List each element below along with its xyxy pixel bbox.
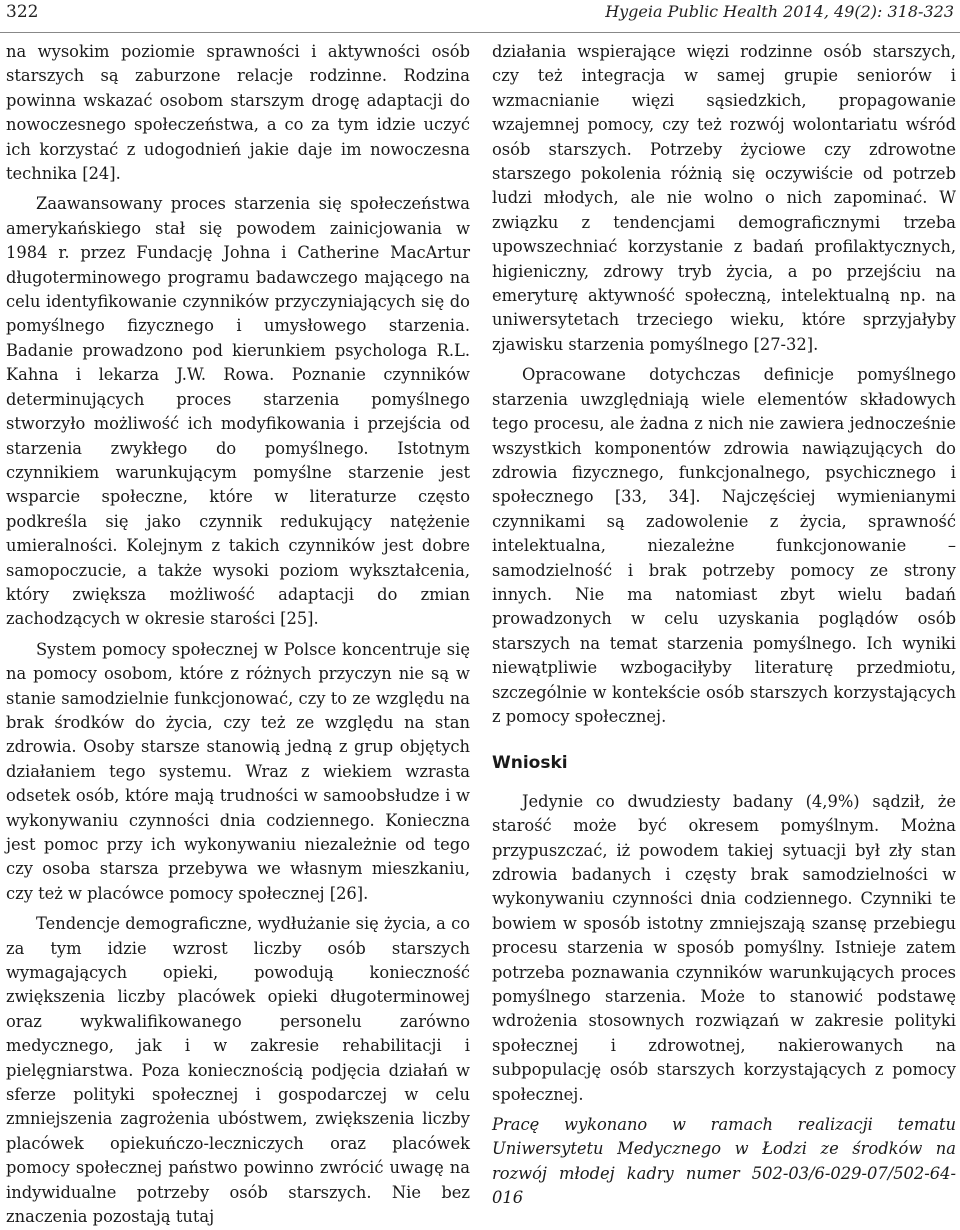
right-column <box>492 40 956 1211</box>
left-column <box>6 40 470 1230</box>
journal-reference: Hygeia Public Health 2014, 49(2): 318-323 <box>605 2 954 21</box>
paragraph: na wysokim poziomie sprawności i aktywności osób starszych są zaburzone relacje rodzinne. Rodzina powinna wskazać osobom starszym drogę adaptacji do nowoczesnego społeczeństwa, a co za tym idzie uczyć ich korzystać z udogodnień jakie daje im nowoczesna technika [24]. <box>6 42 470 184</box>
paragraph: działania wspierające więzi rodzinne osób starszych, czy też integracja w samej grupie seniorów i wzmacnianie więzi sąsiedzkich, propagowanie wzajemnej pomocy, czy też rozwój wolontariatu wśród osób starszych. Potrzeby życiowe czy zdrowotne starszego pokolenia różnią się oczywiście od potrzeb ludzi młodych, ale nie wolno o nich zapominać. W związku z tendencjami demograficznymi trzeba upowszechniać korzystanie z badań profilaktycznych, higieniczny, zdrowy tryb życia, a po przejściu na emeryturę aktywność społeczną, intelektualną np. na uniwersytetach trzeciego wieku, które sprzyjałyby zjawisku starzenia pomyślnego [27-32]. <box>492 42 956 354</box>
paragraph: Tendencje demograficzne, wydłużanie się życia, a co za tym idzie wzrost liczby osób starszych wymagających opieki, powodują konieczność zwiększenia liczby placówek opieki długoterminowej oraz wykwalifikowanego personelu zarówno medycznego, jak i w zakresie rehabilitacji i pielęgniarstwa. Poza koniecznością podjęcia działań w sferze polityki społecznej i gospodarczej w celu zmniejszenia zagrożenia ubóstwem, zwiększenia liczby placówek opiekuńczo-leczniczych oraz placówek pomocy społecznej państwo powinno zwrócić uwagę na indywidualne potrzeby osób starszych. Nie bez znaczenia pozostają tutaj <box>6 914 470 1227</box>
paragraph: System pomocy społecznej w Polsce koncentruje się na pomocy osobom, które z różnych przyczyn nie są w stanie samodzielnie funkcjonować, czy to ze względu na brak środków do życia, czy też ze względu na stan zdrowia. Osoby starsze stanowią jedną z grup objętych działaniem tego systemu. Wraz z wiekiem wzrasta odsetek osób, które mają trudności w samoobsłudze i w wykonywaniu czynności dnia codziennego. Konieczna jest pomoc przy ich wykonywaniu niezależnie od tego czy osoba starsza przebywa we własnym mieszkaniu, czy też w placówce pomocy społecznej [26]. <box>6 639 470 903</box>
conclusion-paragraph: Jedynie co dwudziesty badany (4,9%) sądził, że starość może być okresem pomyślnym. Można przypuszczać, iż powodem takiej sytuacji był zły stan zdrowia badanych i częsty brak samodzielności w wykonywaniu czynności dnia codziennego. Czynniki te bowiem w sposób istotny zmniejszają szansę przebiegu procesu starzenia w sposób pomyślny. Istnieje zatem potrzeba poznawania czynników warunkujących proces pomyślnego starzenia. Może to stanowić podstawę wdrożenia stosownych rozwiązań w zakresie polityki społecznej i zdrowotnej, nakierowanych na subpopulację osób starszych korzystających z pomocy społecznej. <box>492 791 956 1104</box>
paragraph: Opracowane dotychczas definicje pomyślnego starzenia uwzględniają wiele elementów składowych tego procesu, ale żadna z nich nie zawiera jednocześnie wszystkich komponentów zdrowia nawiązujących do zdrowia fizycznego, funkcjonalnego, psychicznego i społecznego [33, 34]. Najczęściej wymienianymi czynnikami są zadowolenie z życia, sprawność intelektualna, niezależne funkcjonowanie – samodzielność i brak potrzeby pomocy ze strony innych. Nie ma natomiast zbyt wielu badań prowadzonych w celu uzyskania poglądów osób starszych na temat starzenia pomyślnego. Ich wyniki niewątpliwie wzbogaciłyby literaturę przedmiotu, szczególnie w kontekście osób starszych korzystających z pomocy społecznej. <box>492 365 956 726</box>
page-number: 322 <box>6 2 39 22</box>
paragraph: Zaawansowany proces starzenia się społeczeństwa amerykańskiego stał się powodem zainicjowania w 1984 r. przez Fundację Johna i Catherine MacArtur długoterminowego programu badawczego mającego na celu identyfikowanie czynników przyczyniających się do pomyślnego fizycznego i umysłowego starzenia. Badanie prowadzono pod kierunkiem psychologa R.L. Kahna i lekarza J.W. Rowa. Poznanie czynników determinujących proces starzenia pomyślnego stworzyło możliwość ich modyfikowania i przejścia od starzenia zwykłego do pomyślnego. Istotnym czynnikiem warunkującym pomyślne starzenie jest wsparcie społeczne, które w literaturze często podkreśla się jako czynnik redukujący natężenie umieralności. Kolejnym z takich czynników jest dobre samopoczucie, a także wysoki poziom wykształcenia, który zwiększa możliwość adaptacji do zmian zachodzących w okresie starości [25]. <box>6 194 470 629</box>
acknowledgement: Pracę wykonano w ramach realizacji tematu Uniwersytetu Medycznego w Łodzi ze środków na rozwój młodej kadry numer 502-03/6-029-07/502-64-016 <box>492 1115 956 1208</box>
page-header <box>0 0 960 33</box>
section-heading: Wnioski <box>492 753 568 774</box>
